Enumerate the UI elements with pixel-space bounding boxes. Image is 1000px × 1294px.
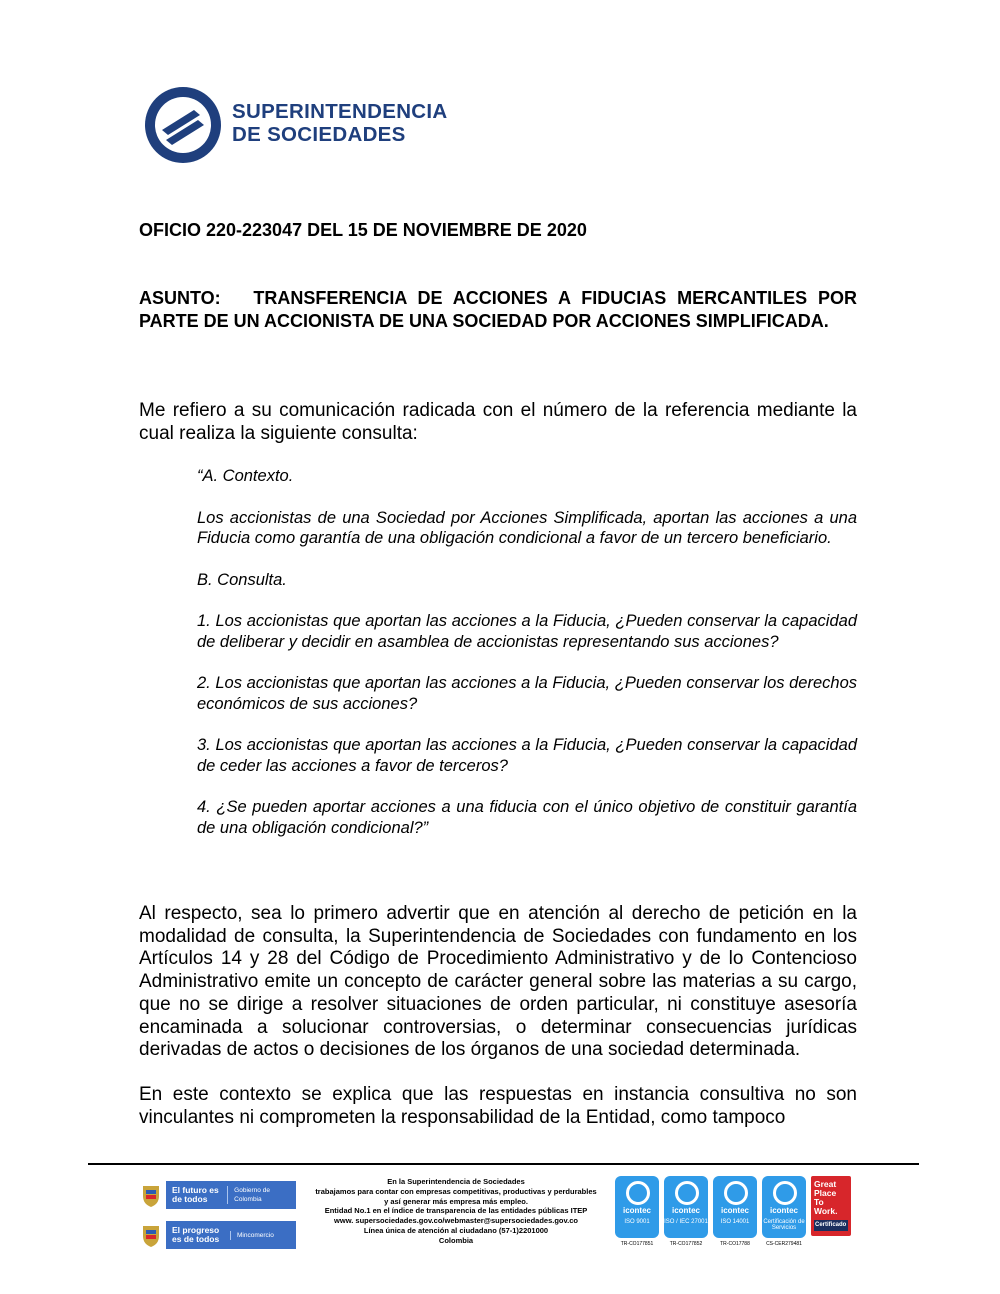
quote-paragraph: “A. Contexto. (197, 467, 294, 485)
icontec-cert-badge: icontec ISO / IEC 27001 TR-CO177852 (664, 1176, 708, 1256)
consulta-quote (197, 466, 857, 859)
icontec-cert-badge: icontec Certificación de Servicios CS-CER279481 (762, 1176, 806, 1256)
certifications (615, 1176, 851, 1256)
superintendencia-logo (144, 84, 474, 166)
coat-of-arms-icon (140, 1182, 162, 1208)
logo-line-1: SUPERINTENDENCIA (232, 100, 448, 123)
gov-entity: Gobierno de Colombia (227, 1186, 296, 1204)
oficio-heading: OFICIO 220-223047 DEL 15 DE NOVIEMBRE DE 2020 (139, 220, 587, 240)
quote-paragraph: B. Consulta. (197, 570, 287, 589)
body-paragraph: En este contexto se explica que las respuestas en instancia consultiva no son vinculantes ni comprometen la responsabilidad de la Entidad, como tampoco (139, 1083, 857, 1128)
asunto-heading: ASUNTO: TRANSFERENCIA DE ACCIONES A FIDUCIAS MERCANTILES POR PARTE DE UN ACCIONISTA DE UNA SOCIEDAD POR ACCIONES SIMPLIFICADA. (139, 288, 863, 331)
footer-line: En la Superintendencia de Sociedades (387, 1177, 525, 1186)
footer-line: y así generar más empresa más empleo. (384, 1196, 528, 1206)
government-logos (140, 1180, 296, 1260)
gov-logo-row (140, 1220, 296, 1250)
footer-line: Entidad No.1 en el índice de transparencia de las entidades públicas ITEP (324, 1206, 588, 1216)
gov-slogan: El progreso es de todos (172, 1225, 220, 1244)
icontec-cert-badge: icontec ISO 14001 TR-CO17788 (713, 1176, 757, 1256)
gov-entity: Mincomercio (230, 1231, 274, 1240)
footer-line: Línea única de atención al ciudadano (57-1)2201000 (363, 1225, 549, 1235)
footer-line: www. supersociedades.gov.co/webmaster@supersociedades.gov.co (334, 1216, 578, 1226)
icontec-cert-badge: icontec ISO 9001 TR-CO177851 (615, 1176, 659, 1256)
quote-paragraph: 2. Los accionistas que aportan las acciones a la Fiducia, ¿Pueden conservar los derechos económicos de sus acciones? (197, 674, 857, 713)
quote-paragraph: Los accionistas de una Sociedad por Acciones Simplificada, aportan las acciones a una Fiducia como garantía de una obligación condicional a favor de un tercero beneficiario. (197, 508, 857, 547)
quote-paragraph: 1. Los accionistas que aportan las acciones a la Fiducia, ¿Pueden conservar la capacidad de deliberar y decidir en asamblea de accionistas representando sus acciones? (197, 612, 857, 651)
logo-emblem-icon (144, 84, 224, 166)
footer-divider (88, 1163, 919, 1165)
footer-line: Colombia (438, 1235, 474, 1245)
body-paragraph: Al respecto, sea lo primero advertir que en atención al derecho de petición en la modalidad de consulta, la Superintendencia de Sociedades con fundamento en los Artículos 14 y 28 del Código de Procedimiento Administrativo y de lo Contencioso Administrativo emite un concepto de carácter general sobre las materias a su cargo, que no se dirige a resolver situaciones de orden particular, ni constituye asesoría encaminada a solucionar controversias, o determinar consecuencias jurídicas derivadas de actos o decisiones de los órganos de una sociedad determinada. (139, 903, 857, 1061)
intro-paragraph: Me refiero a su comunicación radicada con el número de la referencia mediante la cual realiza la siguiente consulta: (139, 400, 857, 444)
great-place-to-work-badge: Great Place To Work. Certificado (811, 1176, 851, 1236)
quote-paragraph: 4. ¿Se pueden aportar acciones a una fiducia con el único objetivo de constituir garantía de una obligación condicional?” (197, 798, 857, 837)
logo-line-2: DE SOCIEDADES (232, 123, 406, 146)
gov-slogan: El futuro es de todos (172, 1185, 219, 1204)
coat-of-arms-icon (140, 1222, 162, 1248)
quote-paragraph: 3. Los accionistas que aportan las acciones a la Fiducia, ¿Pueden conservar la capacidad de ceder las acciones a favor de terceros? (197, 736, 857, 775)
body-text (139, 903, 857, 1151)
footer-contact-info (300, 1177, 612, 1246)
gov-logo-row (140, 1180, 296, 1210)
footer-line: trabajamos para contar con empresas competitivas, productivas y perdurables (315, 1186, 597, 1196)
